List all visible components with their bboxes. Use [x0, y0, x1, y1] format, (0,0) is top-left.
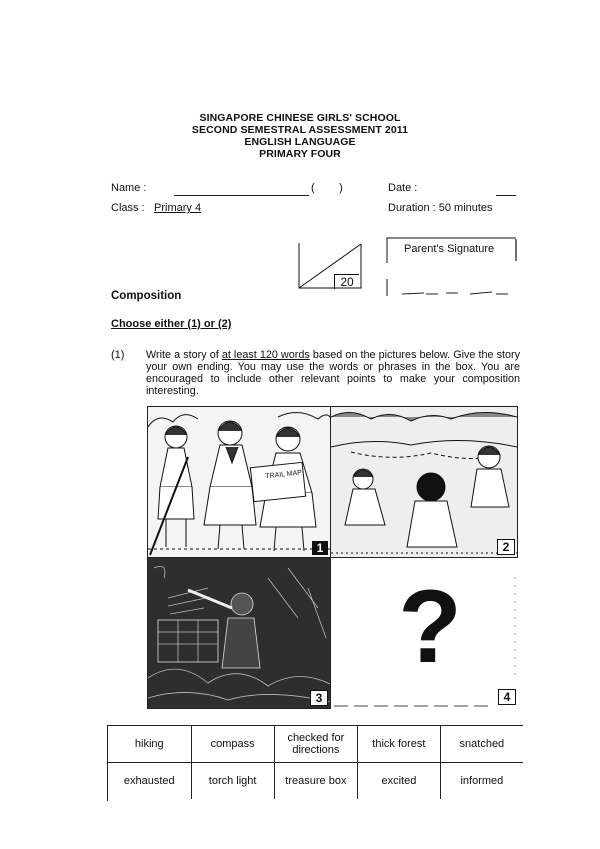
word-thick-forest: thick forest	[358, 726, 441, 763]
word-box	[107, 725, 523, 801]
girls-with-map-illustration	[148, 407, 330, 557]
panel-number-2: 2	[497, 539, 515, 555]
name-label: Name :	[111, 182, 147, 194]
word-informed: informed	[460, 775, 504, 787]
level-title: PRIMARY FOUR	[259, 148, 341, 160]
date-label: Date :	[388, 182, 418, 194]
question-number: (1)	[111, 349, 125, 361]
duration-label: Duration : 50 minutes	[388, 202, 493, 214]
question-text: Write a story of at least 120 words based on the pictures below. Give the story your own ending. You may use the words or phrases in the box. You are encouraged to include other relevant points to make your composition interesting.	[146, 349, 521, 397]
score-total: 20	[334, 274, 359, 289]
word-box-table	[108, 726, 523, 799]
date-line	[496, 195, 516, 196]
word-hiking: hiking	[108, 726, 191, 763]
word-torch-light: torch light	[191, 763, 274, 800]
panel-number-3: 3	[310, 690, 328, 706]
panel-number-4: 4	[498, 689, 516, 705]
word-treasure-box: treasure box	[274, 763, 357, 800]
parent-signature-box	[386, 237, 517, 297]
name-line	[174, 195, 309, 196]
picture-panel-2	[330, 406, 518, 558]
word-excited: excited	[358, 763, 441, 800]
word-exhausted: exhausted	[108, 763, 191, 800]
register-number-brackets: ( )	[311, 182, 343, 194]
assessment-title: SECOND SEMESTRAL ASSESSMENT 2011	[191, 124, 409, 136]
trail-map-sign: TRAIL MAP	[265, 469, 303, 481]
school-name: SINGAPORE CHINESE GIRLS' SCHOOL	[199, 112, 401, 124]
choose-instruction: Choose either (1) or (2)	[111, 318, 232, 330]
section-title: Composition	[111, 290, 182, 302]
word-compass: compass	[191, 726, 274, 763]
picture-panel-3	[147, 557, 331, 709]
resting-by-lake-illustration	[331, 407, 517, 557]
picture-panel-1	[147, 406, 331, 558]
question-mark: ?	[398, 569, 462, 685]
parent-signature-label: Parent's Signature	[404, 243, 495, 255]
word-checked-for-directions: checked for directions	[274, 726, 357, 763]
class-label: Class :	[111, 202, 145, 214]
word-snatched: snatched	[440, 726, 523, 763]
score-box	[298, 243, 362, 289]
dark-forest-illustration	[148, 558, 330, 708]
picture-panel-4	[330, 557, 516, 707]
panel-number-1: 1	[312, 541, 328, 555]
subject-title: ENGLISH LANGUAGE	[244, 136, 356, 148]
class-value: Primary 4	[154, 202, 202, 214]
